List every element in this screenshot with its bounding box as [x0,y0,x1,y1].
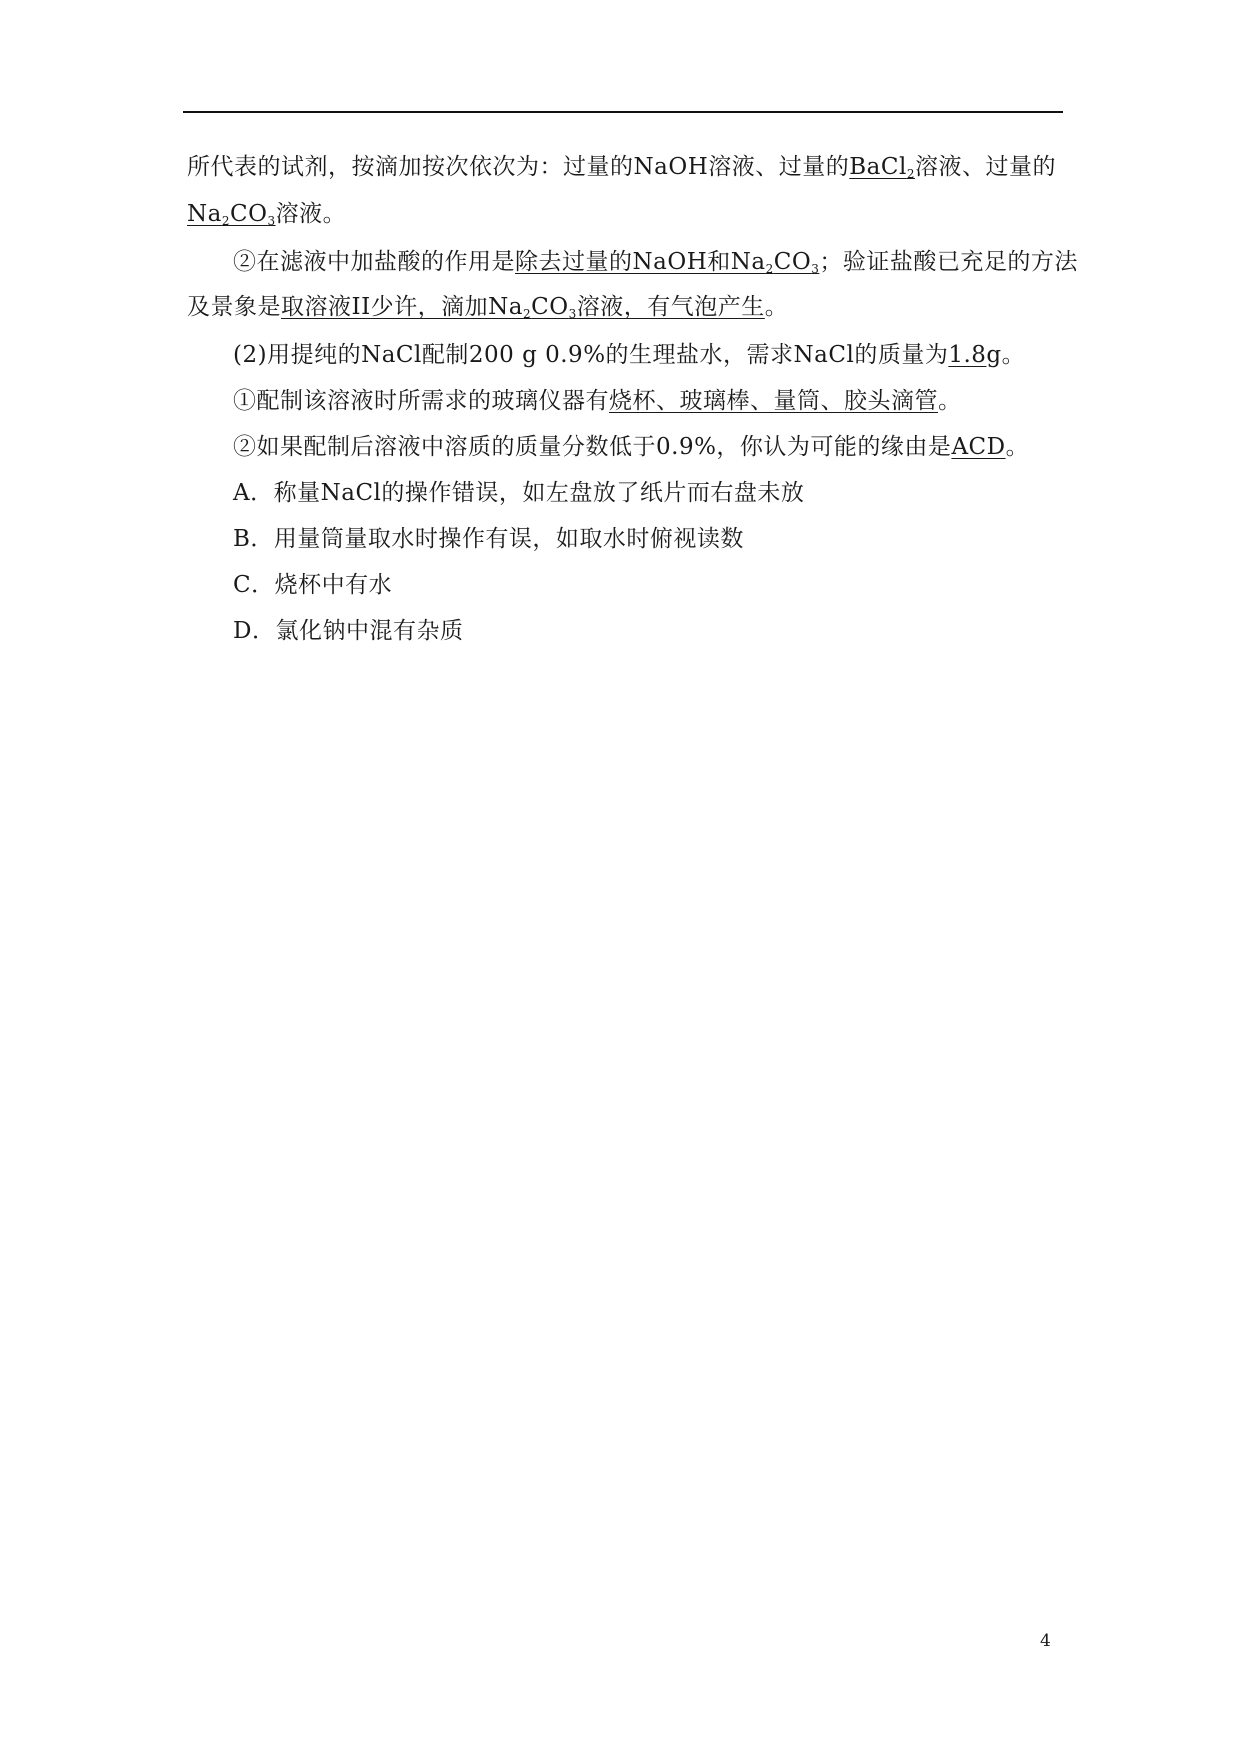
answer-reason: ACD [951,434,1006,460]
text-line-hcl-purpose [233,247,1078,277]
phenomenon-question: 及景象是 [187,294,281,320]
mass-unit: g。 [986,342,1026,368]
answer-mass: 1.8 [948,342,987,368]
glassware-suffix: 。 [938,388,962,414]
hcl-verify-question: ；验证盐酸已充足的方法 [819,249,1078,275]
reason-suffix: 。 [1005,434,1030,460]
mass-question: (2)用提纯的NaCl配制200 g 0.9%的生理盐水，需求NaCl的质量为 [233,342,949,368]
na2co3-suffix: 溶液。 [275,201,347,227]
option-b: B．用量筒量取水时操作有误，如取水时俯视读数 [233,526,744,552]
phenomenon-suffix: 。 [764,294,789,320]
answer-bacl2: BaCl$_2$ [849,154,915,181]
text-line-reason [233,432,1029,462]
answer-glassware: 烧杯、玻璃棒、量筒、胶头滴管 [609,388,938,414]
text-line-phenomenon [187,292,788,322]
answer-hcl-purpose: 除去过量的NaOH和$Na_2CO_3$ [515,249,820,276]
page-number: 4 [1040,1631,1051,1651]
answer-phenomenon: 取溶液II少许，滴加$Na_2CO_3$溶液，有气泡产生 [281,294,765,321]
option-d: D．氯化钠中混有杂质 [233,618,464,644]
option-a: A．称量NaCl的操作错误，如左盘放了纸片而右盘未放 [233,480,805,506]
answer-na2co3: $Na_2CO_3$ [187,201,276,228]
text-line-mass-question [233,340,1025,370]
header-rule [183,111,1063,113]
text-line-na2co3 [187,199,346,229]
text-line-reagents [187,152,1056,182]
text-line-glassware [233,386,962,416]
option-c: C．烧杯中有水 [233,572,393,598]
reason-question: ②如果配制后溶液中溶质的质量分数低于0.9%，你认为可能的缘由是 [233,434,952,460]
glassware-question: ①配制该溶液时所需求的玻璃仪器有 [233,388,609,414]
hcl-purpose-question: ②在滤液中加盐酸的作用是 [233,249,515,275]
reagents-text-end: 溶液、过量的 [914,154,1056,180]
reagents-text: 所代表的试剂，按滴加按次依次为：过量的NaOH溶液、过量的 [187,154,850,180]
